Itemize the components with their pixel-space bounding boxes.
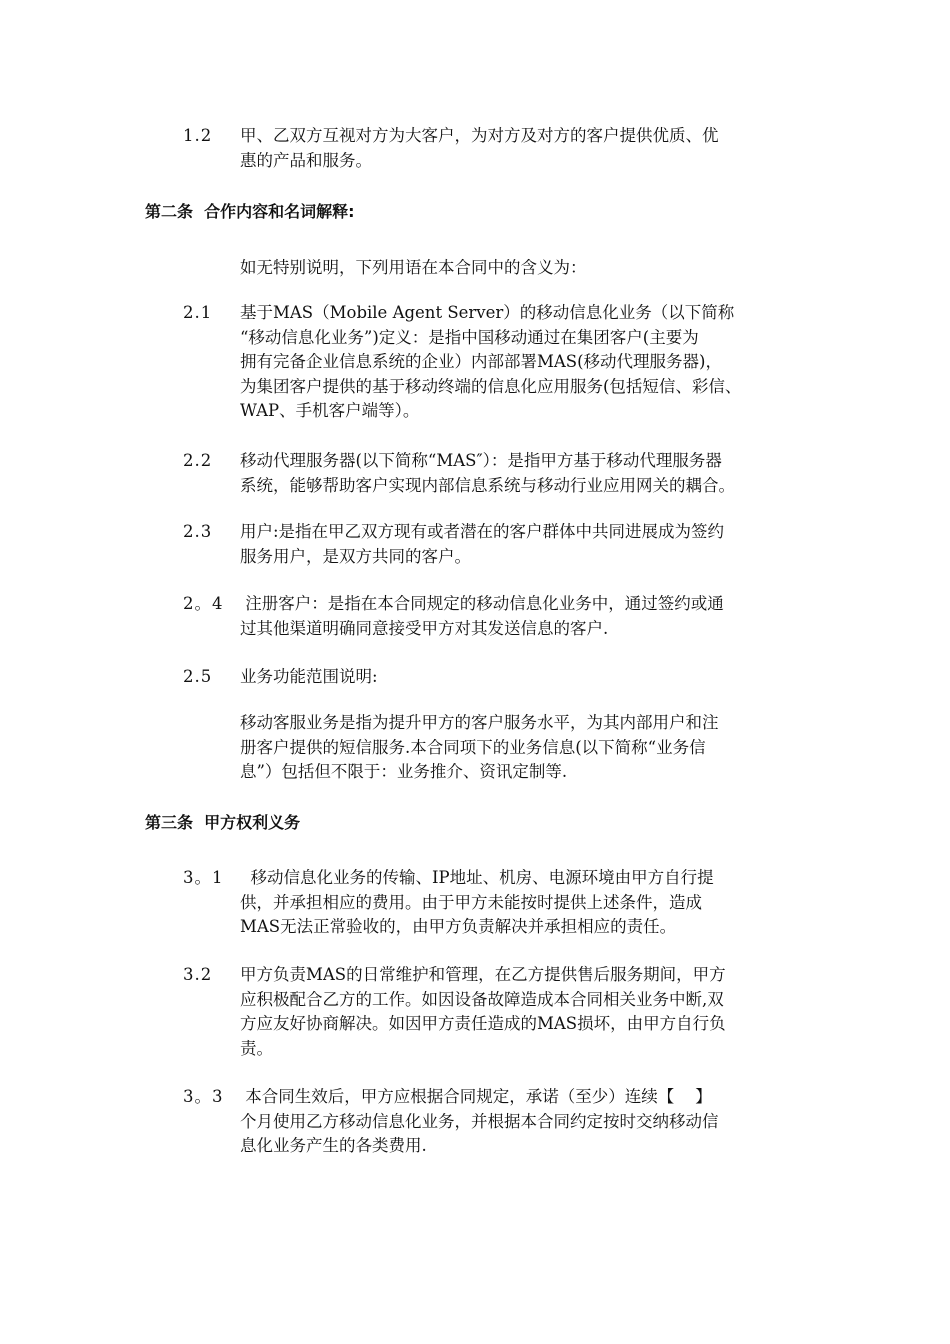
clause-text: 本合同生效后，甲方应根据合同规定，承诺（至少）连续【 】 个月使用乙方移动信息化业务，并根据本合同约定按时交纳移动信 息化业务产生的各类费用.	[240, 1087, 719, 1155]
clause-text: 基于MAS（Mobile Agent Server）的移动信息化业务（以下简称 “移动信息化业务”)定义：是指中国移动通过在集团客户(主要为 拥有完备企业信息系统的企业）内部部署MAS(移动代理服务器)， 为集团客户提供的基于移动终端的信息化应用服务(包括短信、彩信、 WAP、手机客户端等）。	[240, 303, 742, 420]
article-2-intro: 如无特别说明，下列用语在本合同中的含义为：	[240, 258, 587, 277]
clause-number: 2.5	[183, 667, 213, 686]
clause-number: 1.2	[183, 126, 213, 145]
clause-text: 移动客服业务是指为提升甲方的客户服务水平，为其内部用户和注 册客户提供的短信服务.本合同项下的业务信息(以下简称“业务信 息”）包括但不限于：业务推介、资讯定制等.	[240, 713, 719, 781]
clause-text: 注册客户：是指在本合同规定的移动信息化业务中，通过签约或通 过其他渠道明确同意接受甲方对其发送信息的客户.	[240, 594, 724, 638]
clause-text: 移动代理服务器(以下简称“MAS″）：是指甲方基于移动代理服务器 系统，能够帮助客户实现内部信息系统与移动行业应用网关的耦合。	[240, 451, 735, 495]
article-3-heading: 第三条 甲方权利义务	[145, 813, 301, 832]
clause-number: 2.3	[183, 522, 213, 541]
clause-number: 3.2	[183, 965, 213, 984]
article-2-heading: 第二条 合作内容和名词解释:	[145, 202, 355, 221]
clause-number: 2.1	[183, 303, 213, 322]
clause-text: 移动信息化业务的传输、IP地址、机房、电源环境由甲方自行提 供，并承担相应的费用。由于甲方未能按时提供上述条件，造成 MAS无法正常验收的，由甲方负责解决并承担相应的责任。	[240, 868, 714, 936]
clause-number: 2。4	[183, 594, 224, 613]
clause-number: 3。1	[183, 868, 224, 887]
clause-number: 3。3	[183, 1087, 224, 1106]
clause-text: 业务功能范围说明:	[240, 667, 378, 686]
clause-text: 甲方负责MAS的日常维护和管理，在乙方提供售后服务期间，甲方 应积极配合乙方的工作。如因设备故障造成本合同相关业务中断,双 方应友好协商解决。如因甲方责任造成的MAS损坏，由甲方自行负 责。	[240, 965, 726, 1058]
clause-number: 2.2	[183, 451, 213, 470]
clause-text: 用户:是指在甲乙双方现有或者潜在的客户群体中共同进展成为签约 服务用户，是双方共同的客户。	[240, 522, 725, 566]
clause-text: 甲、乙双方互视对方为大客户，为对方及对方的客户提供优质、优 惠的产品和服务。	[240, 126, 719, 170]
